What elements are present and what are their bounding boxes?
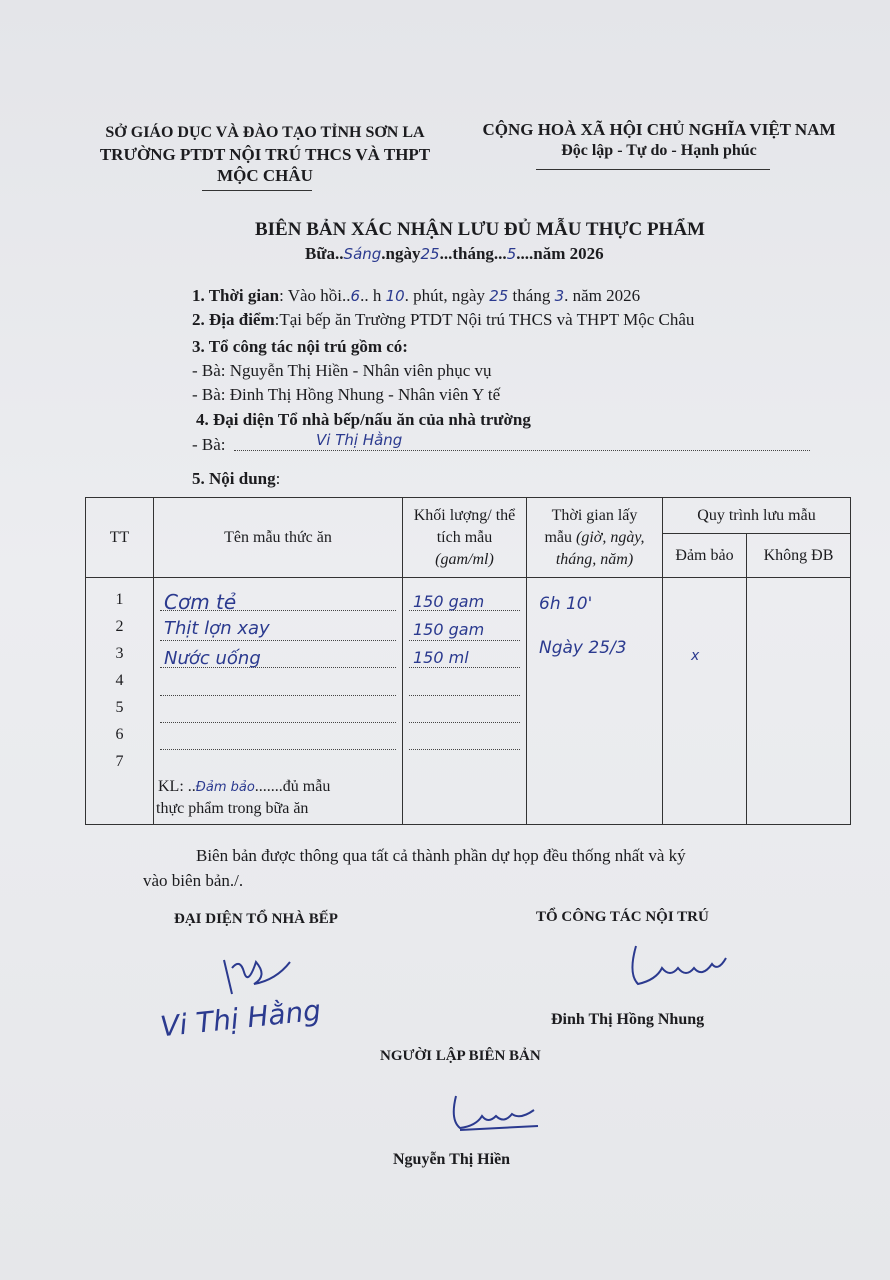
meal-prefix: Bữa.. xyxy=(305,244,344,263)
header-sample-time xyxy=(527,498,663,578)
food-item: Thịt lợn xay xyxy=(164,618,270,639)
sample-time-date: Ngày 25/3 xyxy=(539,638,627,658)
kl-prefix: KL: .. xyxy=(158,778,196,795)
section-place-label: 2. Địa điểm xyxy=(192,310,275,329)
dept-name: SỞ GIÁO DỤC VÀ ĐÀO TẠO TỈNH SƠN LA xyxy=(105,124,425,141)
header-weight xyxy=(403,498,527,578)
section-time xyxy=(192,286,640,306)
year-text: ....năm 2026 xyxy=(516,244,604,263)
sample-time-column xyxy=(527,578,663,825)
meal-date-line xyxy=(305,244,604,264)
row-number: 3 xyxy=(115,645,124,662)
time-text-d: tháng xyxy=(512,286,551,305)
name-column xyxy=(154,578,403,825)
section-time-label: 1. Thời gian xyxy=(192,286,280,305)
header-ok: Đảm bảo xyxy=(663,534,747,578)
section-content-colon: : xyxy=(275,469,281,488)
weight-column xyxy=(403,578,527,825)
food-item: Cơm tẻ xyxy=(164,590,237,614)
team-signer-name: Đinh Thị Hồng Nhung xyxy=(551,1011,705,1028)
time-minute: 10 xyxy=(385,287,405,305)
header-left-underline xyxy=(202,190,312,191)
section-team-label: 3. Tổ công tác nội trú gồm có: xyxy=(192,337,408,356)
closing-line-2: vào biên bản./. xyxy=(143,871,244,890)
name-line xyxy=(160,749,396,750)
day-prefix: .ngày xyxy=(381,244,421,263)
food-item: Nước uống xyxy=(164,648,261,669)
ok-check-mark: x xyxy=(691,648,700,664)
author-signature-scribble xyxy=(446,1090,542,1136)
kitchen-signature-name: Vi Thị Hằng xyxy=(158,993,323,1044)
time-hour: 6 xyxy=(350,287,361,305)
country-name: CỘNG HOÀ XÃ HỘI CHỦ NGHĨA VIỆT NAM xyxy=(482,120,836,139)
meal-value: Sáng xyxy=(343,245,382,263)
time-text-e: . năm 2026 xyxy=(564,286,641,305)
section-content-label: 5. Nội dung xyxy=(192,469,276,488)
kitchen-signature-title: ĐẠI DIỆN TỔ NHÀ BẾP xyxy=(174,911,338,927)
ok-column xyxy=(663,578,747,825)
header-time-line1: Thời gian lấy xyxy=(551,506,638,524)
section-place xyxy=(192,310,694,330)
team-signature-title: TỔ CÔNG TÁC NỘI TRÚ xyxy=(536,909,709,925)
header-tt: TT xyxy=(86,498,154,578)
kitchen-rep-name: Vi Thị Hằng xyxy=(316,431,403,449)
food-weight: 150 gam xyxy=(413,592,485,611)
header-weight-line2: tích mẫu xyxy=(436,528,493,546)
team-member-2: - Bà: Đinh Thị Hồng Nhung - Nhân viên Y tế xyxy=(192,385,501,404)
closing-line-1: Biên bản được thông qua tất cả thành phần dự họp đều thống nhất và ký xyxy=(196,846,686,865)
weight-line xyxy=(409,695,520,696)
section-content xyxy=(192,469,280,489)
weight-line xyxy=(409,640,520,641)
row-number: 7 xyxy=(115,753,124,770)
time-month: 3 xyxy=(554,287,565,305)
row-number: 6 xyxy=(115,726,124,743)
kitchen-prefix: - Bà: xyxy=(192,435,226,454)
kl-value: Đảm bảo xyxy=(195,780,255,795)
month-value: 5 xyxy=(506,245,517,263)
weight-line xyxy=(409,749,520,750)
day-value: 25 xyxy=(420,245,440,263)
time-text-c: . phút, ngày xyxy=(404,286,485,305)
sample-time-hour: 6h 10' xyxy=(539,594,593,614)
not-ok-column xyxy=(747,578,851,825)
row-number: 4 xyxy=(115,672,124,689)
place-text: :Tại bếp ăn Trường PTDT Nội trú THCS và THPT Mộc Châu xyxy=(274,310,695,329)
time-text-b: .. h xyxy=(360,286,382,305)
table-body-row xyxy=(86,578,851,825)
header-process: Quy trình lưu mẫu xyxy=(663,498,851,534)
document-title: BIÊN BẢN XÁC NHẬN LƯU ĐỦ MẪU THỰC PHẨM xyxy=(254,219,705,240)
weight-line xyxy=(409,667,520,668)
row-number: 5 xyxy=(115,699,124,716)
header-time-line2a: mẫu xyxy=(544,528,576,546)
section-kitchen-label: 4. Đại diện Tổ nhà bếp/nấu ăn của nhà trường xyxy=(196,410,531,429)
header-not-ok: Không ĐB xyxy=(747,534,851,578)
month-prefix: ...tháng... xyxy=(439,244,507,263)
school-name-line1: TRƯỜNG PTDT NỘI TRÚ THCS VÀ THPT xyxy=(99,145,431,164)
kl-line2: thực phẩm trong bữa ăn xyxy=(156,800,309,817)
kitchen-rep-line xyxy=(192,435,226,455)
header-time-line3: tháng, năm) xyxy=(555,550,634,568)
food-sample-table xyxy=(85,497,851,825)
author-name: Nguyễn Thị Hiền xyxy=(393,1151,511,1168)
food-weight: 150 ml xyxy=(413,648,469,667)
team-signature-scribble xyxy=(622,938,734,994)
weight-line xyxy=(409,722,520,723)
row-number: 2 xyxy=(115,618,124,635)
time-text-a: : Vào hồi.. xyxy=(279,286,351,305)
header-weight-unit: (gam/ml) xyxy=(435,550,494,568)
kitchen-signature-scribble xyxy=(210,950,300,1002)
kl-suffix: .......đủ mẫu xyxy=(254,778,331,795)
table-header-row-1 xyxy=(86,498,851,534)
header-name: Tên mẫu thức ăn xyxy=(154,498,403,578)
team-member-1: - Bà: Nguyễn Thị Hiền - Nhân viên phục vụ xyxy=(192,361,492,380)
name-line xyxy=(160,640,396,641)
header-weight-line1: Khối lượng/ thể xyxy=(413,506,516,524)
author-signature-title: NGƯỜI LẬP BIÊN BẢN xyxy=(380,1048,541,1064)
name-line xyxy=(160,722,396,723)
national-motto: Độc lập - Tự do - Hạnh phúc xyxy=(561,142,757,159)
header-time-line2b: (giờ, ngày, xyxy=(576,528,645,546)
school-name-line2: MỘC CHÂU xyxy=(217,166,313,185)
row-number: 1 xyxy=(115,591,124,608)
food-weight: 150 gam xyxy=(413,620,485,639)
time-day: 25 xyxy=(489,287,509,305)
name-line xyxy=(160,695,396,696)
header-right-underline xyxy=(536,169,770,170)
tt-column xyxy=(86,578,154,825)
kitchen-dotted-line xyxy=(234,450,810,451)
kl-line xyxy=(158,778,330,796)
